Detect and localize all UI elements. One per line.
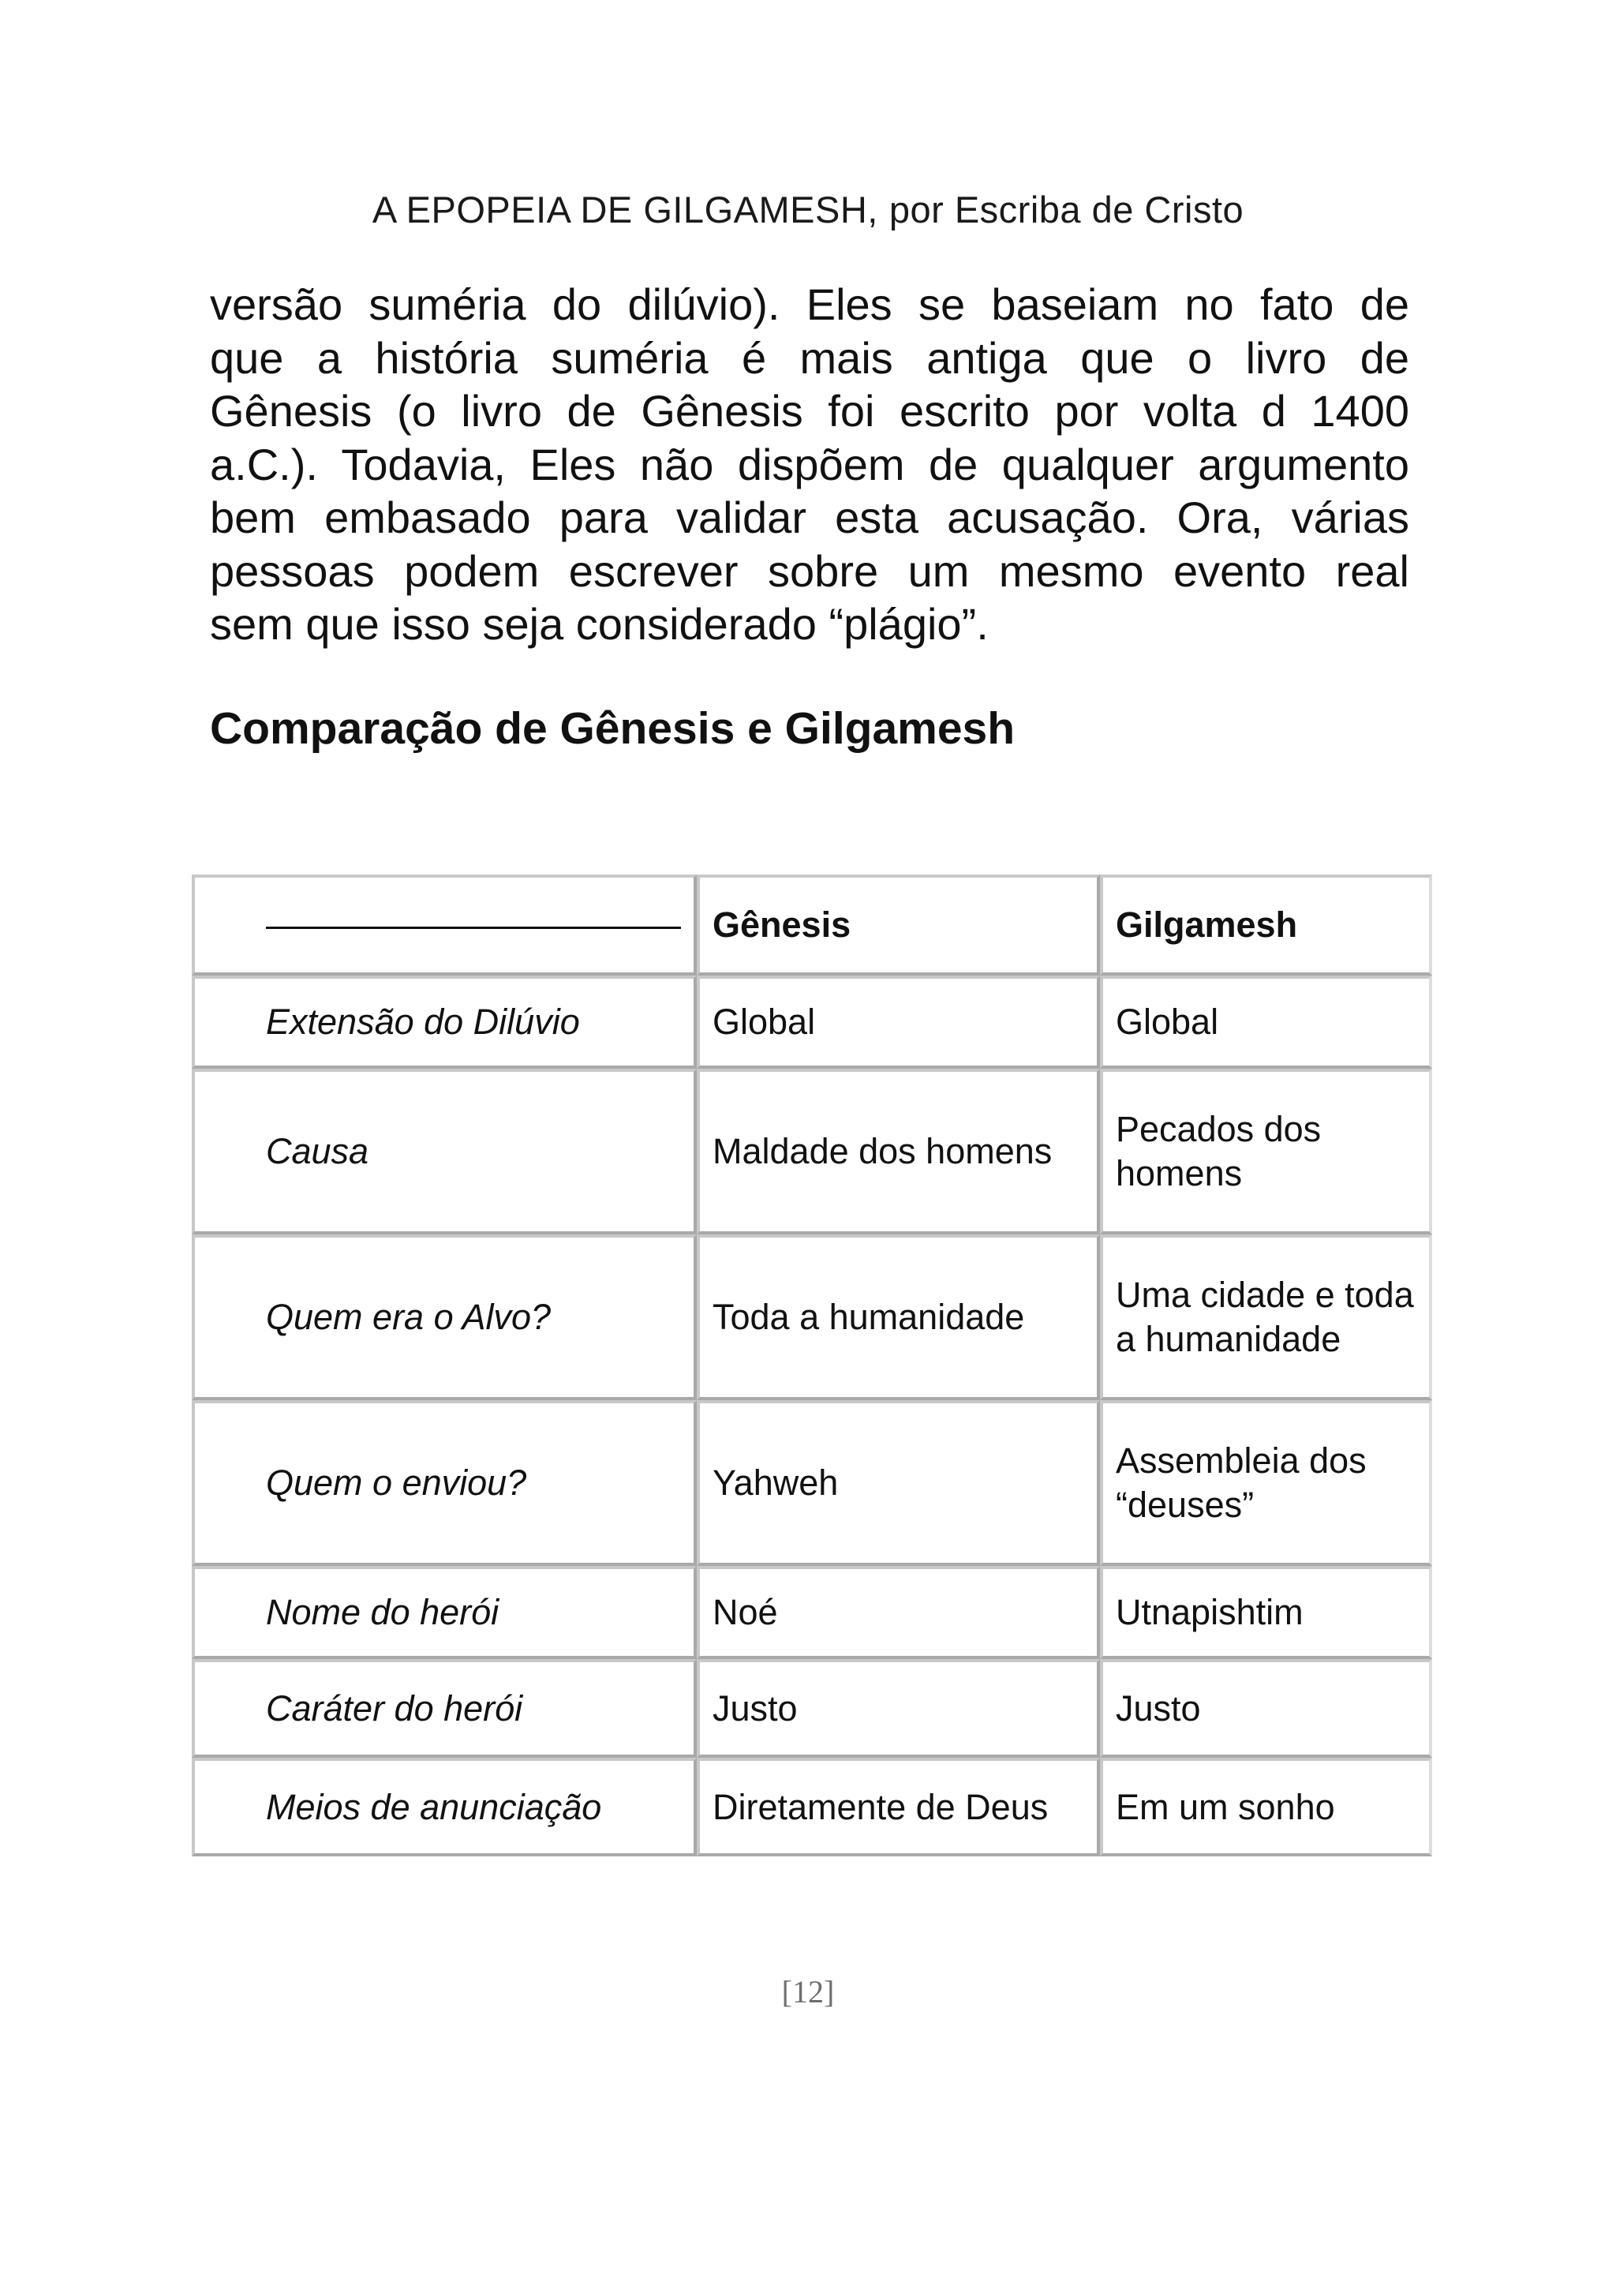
header-cell-gilgamesh: Gilgamesh [1100,875,1432,976]
genesis-cell: Global [697,976,1100,1069]
row-label: Causa [192,1069,697,1234]
row-label: Quem era o Alvo? [192,1234,697,1400]
blank-rule-line [266,927,681,929]
row-label: Extensão do Dilúvio [192,976,697,1069]
gilgamesh-cell: Uma cidade e toda a humanidade [1100,1234,1432,1400]
table-row [192,976,1432,1069]
header-cell-genesis: Gênesis [697,875,1100,976]
paragraph-line: a.C.). Todavia, Eles não dispõem de qualquer argumento [210,439,1409,489]
genesis-cell: Justo [697,1659,1100,1758]
table-row [192,1069,1432,1234]
header-cell-blank [192,875,697,976]
paragraph-line: versão suméria do dilúvio). Eles se baseiam no fato de [210,279,1409,329]
paragraph-line: sem que isso seja considerado “plágio”. [210,599,989,649]
book-author: por Escriba de Cristo [888,189,1244,230]
gilgamesh-cell: Assembleia dos “deuses” [1100,1400,1432,1566]
paragraph-line: que a história suméria é mais antiga que o livro de [210,332,1409,383]
paragraph-line: Gênesis (o livro de Gênesis foi escrito por volta d 1400 [210,386,1409,436]
genesis-cell: Diretamente de Deus [697,1758,1100,1856]
genesis-cell: Maldade dos homens [697,1069,1100,1234]
gilgamesh-cell: Utnapishtim [1100,1566,1432,1659]
section-heading: Comparação de Gênesis e Gilgamesh [210,703,1016,754]
page-number: [12] [781,1974,835,2009]
paragraph-line: pessoas podem escrever sobre um mesmo evento real [210,545,1409,596]
row-label: Meios de anunciação [192,1758,697,1856]
table-row [192,1659,1432,1758]
row-label: Nome do herói [192,1566,697,1659]
gilgamesh-cell: Em um sonho [1100,1758,1432,1856]
body-paragraph [210,278,1409,651]
paragraph-line: bem embasado para validar esta acusação. Ora, várias [210,493,1409,542]
table-row [192,1234,1432,1400]
genesis-cell: Yahweh [697,1400,1100,1566]
table-row [192,1758,1432,1856]
running-header [0,188,1616,231]
gilgamesh-cell: Global [1100,976,1432,1069]
gilgamesh-cell: Pecados dos homens [1100,1069,1432,1234]
comparison-table [192,875,1432,1856]
gilgamesh-cell: Justo [1100,1659,1432,1758]
book-title: A EPOPEIA DE GILGAMESH, [372,189,878,230]
row-label: Quem o enviou? [192,1400,697,1566]
table-row [192,1566,1432,1659]
table-header-row [192,875,1432,976]
table-row [192,1400,1432,1566]
genesis-cell: Noé [697,1566,1100,1659]
row-label: Caráter do herói [192,1659,697,1758]
genesis-cell: Toda a humanidade [697,1234,1100,1400]
